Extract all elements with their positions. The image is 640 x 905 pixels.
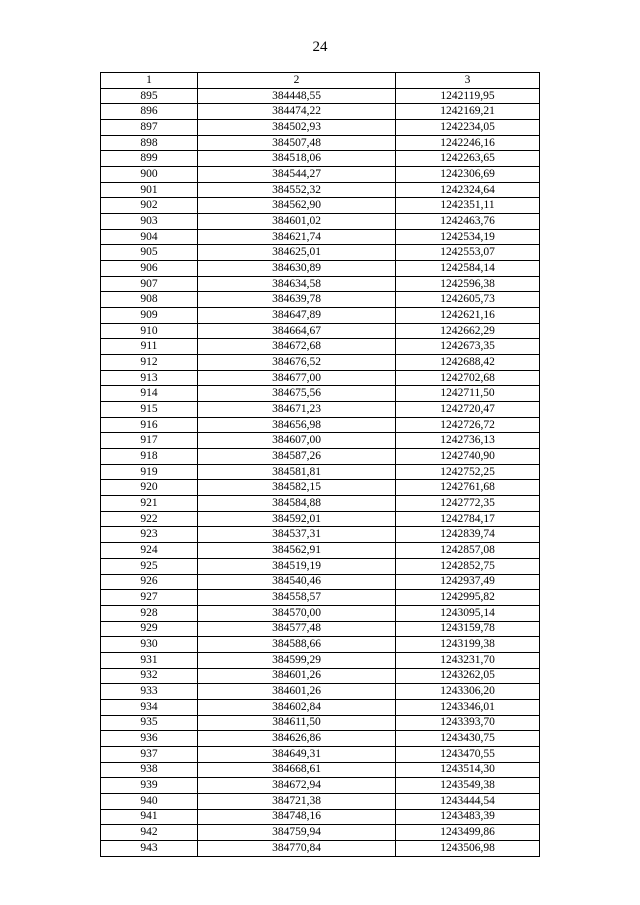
y-coordinate-cell: 1242784,17 (396, 511, 540, 527)
point-number-cell: 937 (101, 746, 198, 762)
y-coordinate-cell: 1242688,42 (396, 355, 540, 371)
table-row (101, 276, 540, 292)
y-coordinate-cell: 1242726,72 (396, 417, 540, 433)
point-number-cell: 905 (101, 245, 198, 261)
table-row (101, 511, 540, 527)
table-row (101, 809, 540, 825)
x-coordinate-cell: 384649,31 (198, 746, 396, 762)
point-number-cell: 896 (101, 104, 198, 120)
x-coordinate-cell: 384601,02 (198, 214, 396, 230)
table-row (101, 652, 540, 668)
x-coordinate-cell: 384675,56 (198, 386, 396, 402)
x-coordinate-cell: 384552,32 (198, 182, 396, 198)
table-row (101, 88, 540, 104)
y-coordinate-cell: 1243470,55 (396, 746, 540, 762)
point-number-cell: 910 (101, 323, 198, 339)
coordinates-table (100, 72, 540, 857)
point-number-cell: 912 (101, 355, 198, 371)
y-coordinate-cell: 1242324,64 (396, 182, 540, 198)
point-number-cell: 926 (101, 574, 198, 590)
point-number-cell: 933 (101, 684, 198, 700)
y-coordinate-cell: 1242752,25 (396, 464, 540, 480)
table-row (101, 417, 540, 433)
table-row (101, 496, 540, 512)
point-number-cell: 903 (101, 214, 198, 230)
y-coordinate-cell: 1242772,35 (396, 496, 540, 512)
point-number-cell: 913 (101, 370, 198, 386)
x-coordinate-cell: 384474,22 (198, 104, 396, 120)
y-coordinate-cell: 1242711,50 (396, 386, 540, 402)
x-coordinate-cell: 384544,27 (198, 167, 396, 183)
point-number-cell: 901 (101, 182, 198, 198)
table-row (101, 323, 540, 339)
point-number-cell: 935 (101, 715, 198, 731)
y-coordinate-cell: 1243499,86 (396, 825, 540, 841)
y-coordinate-cell: 1242169,21 (396, 104, 540, 120)
x-coordinate-cell: 384621,74 (198, 229, 396, 245)
point-number-cell: 909 (101, 308, 198, 324)
point-number-cell: 895 (101, 88, 198, 104)
y-coordinate-cell: 1243506,98 (396, 840, 540, 856)
table-row (101, 464, 540, 480)
point-number-cell: 920 (101, 480, 198, 496)
table-row (101, 543, 540, 559)
x-coordinate-cell: 384507,48 (198, 135, 396, 151)
point-number-cell: 915 (101, 402, 198, 418)
y-coordinate-cell: 1243483,39 (396, 809, 540, 825)
y-coordinate-cell: 1243430,75 (396, 731, 540, 747)
point-number-cell: 929 (101, 621, 198, 637)
y-coordinate-cell: 1242702,68 (396, 370, 540, 386)
x-coordinate-cell: 384599,29 (198, 652, 396, 668)
table-row (101, 339, 540, 355)
table-row (101, 621, 540, 637)
table-body (101, 88, 540, 856)
table-row (101, 590, 540, 606)
y-coordinate-cell: 1242246,16 (396, 135, 540, 151)
x-coordinate-cell: 384537,31 (198, 527, 396, 543)
point-number-cell: 931 (101, 652, 198, 668)
y-coordinate-cell: 1242839,74 (396, 527, 540, 543)
y-coordinate-cell: 1242736,13 (396, 433, 540, 449)
y-coordinate-cell: 1243159,78 (396, 621, 540, 637)
x-coordinate-cell: 384601,26 (198, 668, 396, 684)
table-row (101, 182, 540, 198)
point-number-cell: 941 (101, 809, 198, 825)
point-number-cell: 914 (101, 386, 198, 402)
table-row (101, 746, 540, 762)
table-row (101, 245, 540, 261)
table-row (101, 292, 540, 308)
x-coordinate-cell: 384677,00 (198, 370, 396, 386)
y-coordinate-cell: 1242534,19 (396, 229, 540, 245)
point-number-cell: 928 (101, 605, 198, 621)
x-coordinate-cell: 384759,94 (198, 825, 396, 841)
table-row (101, 778, 540, 794)
y-coordinate-cell: 1243199,38 (396, 637, 540, 653)
table-row (101, 605, 540, 621)
table-row (101, 402, 540, 418)
point-number-cell: 939 (101, 778, 198, 794)
x-coordinate-cell: 384562,90 (198, 198, 396, 214)
column-header-3: 3 (396, 73, 540, 89)
point-number-cell: 919 (101, 464, 198, 480)
point-number-cell: 934 (101, 699, 198, 715)
x-coordinate-cell: 384601,26 (198, 684, 396, 700)
table-row (101, 715, 540, 731)
table-row (101, 151, 540, 167)
y-coordinate-cell: 1242720,47 (396, 402, 540, 418)
x-coordinate-cell: 384639,78 (198, 292, 396, 308)
table-row (101, 825, 540, 841)
table-row (101, 840, 540, 856)
x-coordinate-cell: 384676,52 (198, 355, 396, 371)
x-coordinate-cell: 384602,84 (198, 699, 396, 715)
table-row (101, 214, 540, 230)
x-coordinate-cell: 384672,68 (198, 339, 396, 355)
point-number-cell: 911 (101, 339, 198, 355)
point-number-cell: 917 (101, 433, 198, 449)
point-number-cell: 932 (101, 668, 198, 684)
table-row (101, 668, 540, 684)
table-row (101, 198, 540, 214)
table-row (101, 104, 540, 120)
y-coordinate-cell: 1242857,08 (396, 543, 540, 559)
point-number-cell: 918 (101, 449, 198, 465)
table-row (101, 480, 540, 496)
table-row (101, 574, 540, 590)
x-coordinate-cell: 384770,84 (198, 840, 396, 856)
table-row (101, 308, 540, 324)
y-coordinate-cell: 1242673,35 (396, 339, 540, 355)
point-number-cell: 907 (101, 276, 198, 292)
x-coordinate-cell: 384626,86 (198, 731, 396, 747)
point-number-cell: 921 (101, 496, 198, 512)
table-row (101, 135, 540, 151)
page-number: 24 (312, 39, 328, 55)
table-row (101, 684, 540, 700)
x-coordinate-cell: 384582,15 (198, 480, 396, 496)
x-coordinate-cell: 384448,55 (198, 88, 396, 104)
y-coordinate-cell: 1243393,70 (396, 715, 540, 731)
y-coordinate-cell: 1242761,68 (396, 480, 540, 496)
x-coordinate-cell: 384611,50 (198, 715, 396, 731)
table-row (101, 355, 540, 371)
x-coordinate-cell: 384587,26 (198, 449, 396, 465)
x-coordinate-cell: 384540,46 (198, 574, 396, 590)
point-number-cell: 927 (101, 590, 198, 606)
x-coordinate-cell: 384664,67 (198, 323, 396, 339)
point-number-cell: 922 (101, 511, 198, 527)
x-coordinate-cell: 384668,61 (198, 762, 396, 778)
table-row (101, 370, 540, 386)
x-coordinate-cell: 384558,57 (198, 590, 396, 606)
table-row (101, 558, 540, 574)
y-coordinate-cell: 1242662,29 (396, 323, 540, 339)
point-number-cell: 908 (101, 292, 198, 308)
column-header-1: 1 (101, 73, 198, 89)
point-number-cell: 923 (101, 527, 198, 543)
y-coordinate-cell: 1242852,75 (396, 558, 540, 574)
x-coordinate-cell: 384607,00 (198, 433, 396, 449)
point-number-cell: 902 (101, 198, 198, 214)
x-coordinate-cell: 384592,01 (198, 511, 396, 527)
x-coordinate-cell: 384518,06 (198, 151, 396, 167)
y-coordinate-cell: 1243346,01 (396, 699, 540, 715)
y-coordinate-cell: 1242119,95 (396, 88, 540, 104)
x-coordinate-cell: 384625,01 (198, 245, 396, 261)
table-row (101, 449, 540, 465)
table-row (101, 731, 540, 747)
table-row (101, 229, 540, 245)
y-coordinate-cell: 1242605,73 (396, 292, 540, 308)
x-coordinate-cell: 384519,19 (198, 558, 396, 574)
x-coordinate-cell: 384588,66 (198, 637, 396, 653)
point-number-cell: 938 (101, 762, 198, 778)
y-coordinate-cell: 1243262,05 (396, 668, 540, 684)
point-number-cell: 900 (101, 167, 198, 183)
y-coordinate-cell: 1243444,54 (396, 793, 540, 809)
y-coordinate-cell: 1243549,38 (396, 778, 540, 794)
point-number-cell: 942 (101, 825, 198, 841)
y-coordinate-cell: 1242740,90 (396, 449, 540, 465)
point-number-cell: 906 (101, 261, 198, 277)
table-row (101, 527, 540, 543)
x-coordinate-cell: 384647,89 (198, 308, 396, 324)
y-coordinate-cell: 1242553,07 (396, 245, 540, 261)
y-coordinate-cell: 1242995,82 (396, 590, 540, 606)
table-row (101, 433, 540, 449)
x-coordinate-cell: 384721,38 (198, 793, 396, 809)
y-coordinate-cell: 1242463,76 (396, 214, 540, 230)
table-row (101, 699, 540, 715)
point-number-cell: 899 (101, 151, 198, 167)
table-row (101, 261, 540, 277)
x-coordinate-cell: 384656,98 (198, 417, 396, 433)
y-coordinate-cell: 1242621,16 (396, 308, 540, 324)
y-coordinate-cell: 1242351,11 (396, 198, 540, 214)
x-coordinate-cell: 384502,93 (198, 120, 396, 136)
point-number-cell: 925 (101, 558, 198, 574)
x-coordinate-cell: 384748,16 (198, 809, 396, 825)
table-row (101, 793, 540, 809)
y-coordinate-cell: 1243514,30 (396, 762, 540, 778)
point-number-cell: 897 (101, 120, 198, 136)
y-coordinate-cell: 1242937,49 (396, 574, 540, 590)
y-coordinate-cell: 1243306,20 (396, 684, 540, 700)
table-row (101, 637, 540, 653)
y-coordinate-cell: 1242263,65 (396, 151, 540, 167)
x-coordinate-cell: 384581,81 (198, 464, 396, 480)
y-coordinate-cell: 1242596,38 (396, 276, 540, 292)
y-coordinate-cell: 1242234,05 (396, 120, 540, 136)
table-row (101, 762, 540, 778)
point-number-cell: 916 (101, 417, 198, 433)
point-number-cell: 943 (101, 840, 198, 856)
table-row (101, 386, 540, 402)
table-row (101, 120, 540, 136)
x-coordinate-cell: 384671,23 (198, 402, 396, 418)
x-coordinate-cell: 384672,94 (198, 778, 396, 794)
table-row (101, 167, 540, 183)
point-number-cell: 904 (101, 229, 198, 245)
column-header-2: 2 (198, 73, 396, 89)
point-number-cell: 930 (101, 637, 198, 653)
y-coordinate-cell: 1242306,69 (396, 167, 540, 183)
table-header-row (101, 73, 540, 89)
x-coordinate-cell: 384570,00 (198, 605, 396, 621)
x-coordinate-cell: 384577,48 (198, 621, 396, 637)
y-coordinate-cell: 1243095,14 (396, 605, 540, 621)
y-coordinate-cell: 1242584,14 (396, 261, 540, 277)
x-coordinate-cell: 384562,91 (198, 543, 396, 559)
x-coordinate-cell: 384630,89 (198, 261, 396, 277)
y-coordinate-cell: 1243231,70 (396, 652, 540, 668)
point-number-cell: 940 (101, 793, 198, 809)
x-coordinate-cell: 384584,88 (198, 496, 396, 512)
point-number-cell: 936 (101, 731, 198, 747)
point-number-cell: 898 (101, 135, 198, 151)
x-coordinate-cell: 384634,58 (198, 276, 396, 292)
point-number-cell: 924 (101, 543, 198, 559)
